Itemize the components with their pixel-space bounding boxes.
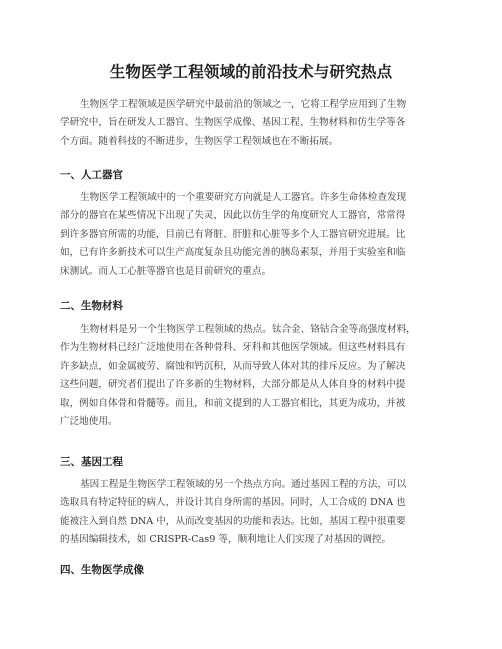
section-heading-biomedical-imaging: 四、生物医学成像 [60, 564, 144, 576]
intro-line: 生物医学工程领域是医学研究中最前沿的领域之一，它将工程学应用到了生物 [80, 99, 407, 110]
paragraph-line: 部分的器官在某些情况下出现了失灵，因此以仿生学的角度研究人工器官，常常得 [60, 210, 406, 222]
section-heading-biomaterials: 二、生物材料 [60, 300, 123, 312]
paragraph-line: 取，例如自体骨和骨髓等。而且，和前文提到的人工器官相比，其更为成功，并被 [60, 397, 406, 409]
section-paragraph-genetic-engineering [60, 476, 440, 550]
section-heading-genetic-engineering: 三、基因工程 [60, 456, 123, 468]
paragraph-line: 选取具有特定特征的病人，并设计其自身所需的基因。同时，人工合成的 DNA 也 [60, 497, 406, 509]
section-paragraph-artificial-organs [60, 189, 440, 281]
paragraph-line: 能被注入到自然 DNA 中，从而改变基因的功能和表达。比如，基因工程中很重要 [60, 515, 406, 527]
intro-line: 学研究中，旨在研发人工器官、生物医学成像、基因工程、生物材料和仿生学等各 [60, 117, 406, 129]
paragraph-line: 床测试。而人工心脏等器官也是目前研究的重点。 [60, 265, 272, 277]
paragraph-line: 到许多器官所需的功能，目前已有肾脏、肝脏和心脏等多个人工器官研究进展。比 [60, 228, 406, 240]
paragraph-line: 广泛地使用。 [60, 416, 118, 428]
section-heading-artificial-organs: 一、人工器官 [60, 169, 123, 181]
paragraph-line: 如，已有许多新技术可以生产高度复杂且功能完善的胰岛素泵，并用于实验室和临 [60, 247, 406, 259]
paragraph-line: 基因工程是生物医学工程领域的另一个热点方向。通过基因工程的方法，可以 [80, 479, 407, 490]
paragraph-line: 的基因编辑技术，如 CRISPR-Cas9 等，顺利地让人们实现了对基因的调控。 [60, 534, 392, 546]
paragraph-line: 生物医学工程领域中的一个重要研究方向就是人工器官。许多生命体检查发现 [80, 192, 407, 203]
document-title: 生物医学工程领域的前沿技术与研究热点 [109, 63, 393, 81]
paragraph-line: 许多缺点，如金属疲劳、腐蚀和钙沉积，从而导致人体对其的排斥反应。为了解决 [60, 360, 406, 372]
paragraph-line: 这些问题，研究者们提出了许多新的生物材料，大部分都是从人体自身的材料中提 [60, 379, 406, 391]
section-paragraph-biomaterials [60, 321, 440, 431]
paragraph-line: 生物材料是另一个生物医学工程领域的热点。钛合金、铬钴合金等高强度材料， [80, 324, 416, 335]
paragraph-line: 作为生物材料已经广泛地使用在各种骨科、牙科和其他医学领域。但这些材料具有 [60, 342, 406, 354]
intro-paragraph [60, 96, 440, 151]
intro-line: 个方面。随着科技的不断进步，生物医学工程领域也在不断拓展。 [60, 135, 339, 147]
